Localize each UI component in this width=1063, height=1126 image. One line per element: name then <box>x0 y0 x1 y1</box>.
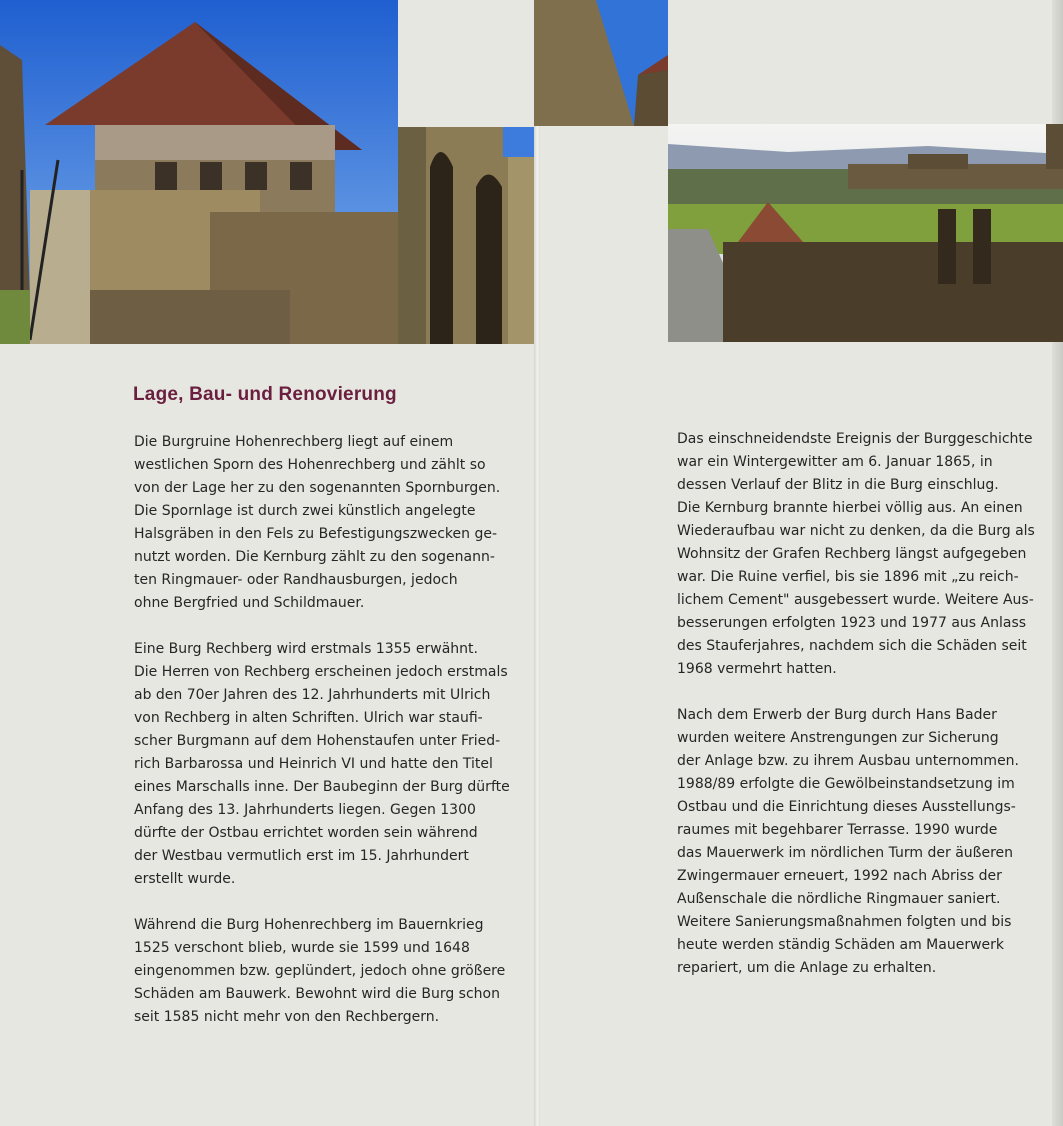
paragraph-peasants-war: Während die Burg Hohenrechberg im Bauernkrieg 1525 verschont blieb, wurde sie 1599 und 1648 eingenommen bzw. geplündert, jedoch ohne größere Schäden am Bauwerk. Bewohnt wird die Burg schon seit 1585 nicht mehr von den Rechbergern. <box>134 917 506 1025</box>
center-fold <box>534 0 540 1126</box>
paragraph-renovation: Nach dem Erwerb der Burg durch Hans Bader wurden weitere Anstrengungen zur Sicherung der Anlage bzw. zu ihrem Ausbau unternommen. 1988/89 erfolgte die Gewölbeinstandsetzung im Ostbau und die Einrichtung dieses Ausstellungs- raumes mit begehbarer Terrasse. 1990 wurde das Mauerwerk im nördlichen Turm der äußeren Zwingermauer erneuert, 1992 nach Abriss der Außenschale die nördliche Ringmauer saniert. Weitere Sanierungsmaßnahmen folgten und bis heute werden ständig Schäden am Mauerwerk repariert, um die Anlage zu erhalten. <box>677 707 1020 976</box>
paragraph-history: Eine Burg Rechberg wird erstmals 1355 erwähnt. Die Herren von Rechberg erscheinen jedoch erstmals ab den 70er Jahren des 12. Jahrhunderts mit Ulrich von Rechberg in alten Schriften. Ulrich war staufi- scher Burgmann auf dem Hohenstaufen unter Fried- rich Barbarossa und Heinrich VI und hatte den Titel eines Marschalls inne. Der Baubeginn der Burg dürfte Anfang des 13. Jahrhunderts liegen. Gegen 1300 dürfte der Ostbau errichtet worden sein während der Westbau vermutlich erst im 15. Jahrhundert erstellt wurde. <box>134 641 510 887</box>
paragraph-location: Die Burgruine Hohenrechberg liegt auf einem westlichen Sporn des Hohenrechberg und zählt so von der Lage her zu den sogenannten Spornburgen. Die Spornlage ist durch zwei künstlich angelegte Halsgräben in den Fels zu Befestigungszwecken ge- nutzt worden. Die Kernburg zählt zu den sogenann- ten Ringmauer- oder Randhausburgen, jedoch ohne Bergfried und Schildmauer. <box>134 434 501 611</box>
photo-arched-windows <box>398 127 534 344</box>
left-text-column <box>134 431 524 1052</box>
photo-wall-top <box>534 0 668 126</box>
photo-castle-tower <box>0 0 398 344</box>
paragraph-fire-1865: Das einschneidendste Ereignis der Burggeschichte war ein Wintergewitter am 6. Januar 1865, in dessen Verlauf der Blitz in die Burg einschlug. Die Kernburg brannte hierbei völlig aus. An einen Wiederaufbau war nicht zu denken, da die Burg als Wohnsitz der Grafen Rechberg längst aufgegeben war. Die Ruine verfiel, bis sie 1896 mit „zu reich- lichem Cement" ausgebessert wurde. Weitere Aus- besserungen erfolgten 1923 und 1977 aus Anlass des Stauferjahres, nachdem sich die Schäden seit 1968 vermehrt hatten. <box>677 431 1035 677</box>
right-text-column <box>677 428 1047 1003</box>
section-heading: Lage, Bau- und Renovierung <box>133 384 397 405</box>
photo-landscape-view <box>668 124 1063 342</box>
